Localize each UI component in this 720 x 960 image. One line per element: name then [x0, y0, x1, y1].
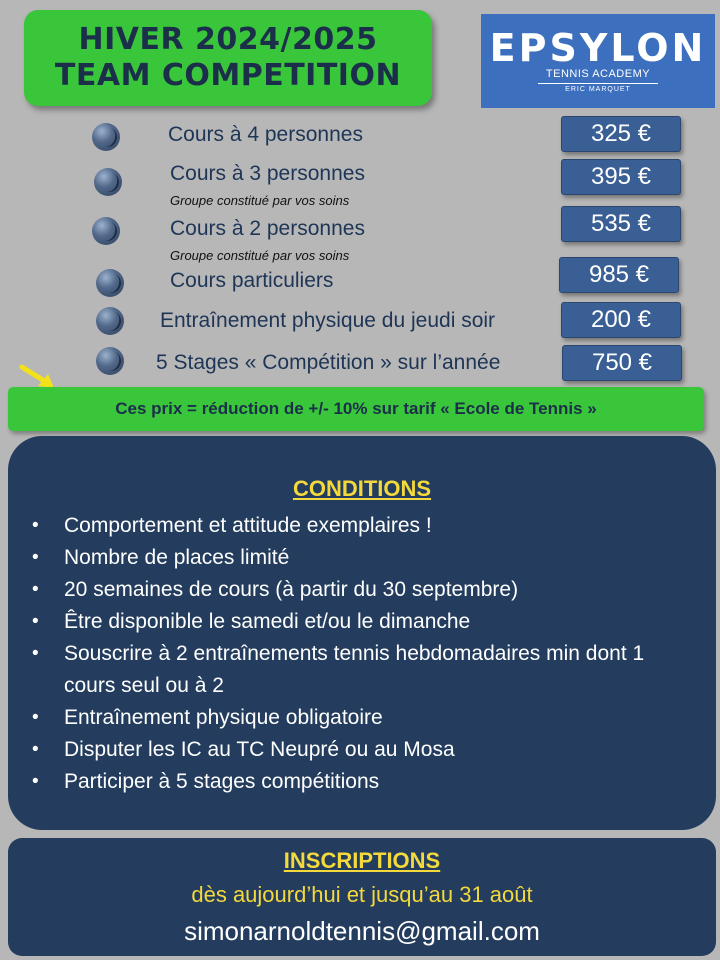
price-badge: 535 €: [561, 206, 681, 242]
price-badge: 985 €: [559, 257, 679, 293]
bullet-icon: •: [32, 547, 39, 568]
condition-text: Disputer les IC au TC Neupré ou au Mosa: [64, 738, 455, 761]
pricing-label: 5 Stages « Compétition » sur l’année: [156, 351, 501, 374]
condition-text: Nombre de places limité: [64, 546, 290, 569]
discount-banner: Ces prix = réduction de +/- 10% sur tarif « Ecole de Tennis »: [8, 387, 704, 431]
title-banner: [24, 10, 432, 106]
tennis-ball-icon: [92, 217, 120, 245]
tennis-ball-icon: [96, 269, 124, 297]
conditions-panel: [8, 436, 716, 830]
pricing-label: Cours à 3 personnes: [170, 162, 365, 185]
logo-owner: ERIC MARQUET: [565, 86, 631, 93]
condition-text: Être disponible le samedi et/ou le dimanche: [64, 610, 471, 633]
logo-subtitle: TENNIS ACADEMY: [545, 68, 651, 80]
price-badge: 200 €: [561, 302, 681, 338]
bullet-icon: •: [32, 579, 39, 600]
bullet-icon: •: [32, 707, 39, 728]
condition-text: Participer à 5 stages compétitions: [64, 770, 380, 793]
list-item: [32, 638, 684, 702]
list-item: [32, 766, 684, 798]
list-item: [32, 702, 684, 734]
inscriptions-title: INSCRIPTIONS: [283, 848, 441, 873]
pricing-label: Cours à 2 personnes: [170, 217, 365, 240]
epsylon-logo: [481, 14, 715, 108]
list-item: [32, 606, 684, 638]
bullet-icon: •: [32, 643, 39, 664]
price-badge: 395 €: [561, 159, 681, 195]
logo-rule: [538, 83, 658, 84]
pricing-label: Cours particuliers: [170, 269, 334, 292]
bullet-icon: •: [32, 611, 39, 632]
tennis-ball-icon: [96, 347, 124, 375]
bullet-icon: •: [32, 515, 39, 536]
pricing-note: Groupe constitué par vos soins: [170, 193, 350, 208]
tennis-ball-icon: [92, 123, 120, 151]
tennis-ball-icon: [94, 168, 122, 196]
price-badge: 750 €: [562, 345, 682, 381]
title-line-1: HIVER 2024/2025: [78, 22, 378, 57]
bullet-icon: •: [32, 771, 39, 792]
condition-text: Comportement et attitude exemplaires !: [64, 514, 432, 537]
list-item: [32, 734, 684, 766]
inscriptions-dates: dès aujourd’hui et jusqu’au 31 août: [191, 882, 533, 907]
conditions-list: [32, 510, 684, 798]
logo-name: EPSYLON: [489, 26, 707, 70]
condition-text: 20 semaines de cours (à partir du 30 septembre): [64, 578, 519, 601]
condition-text: Entraînement physique obligatoire: [64, 706, 383, 729]
contact-email[interactable]: simonarnoldtennis@gmail.com: [184, 916, 540, 946]
pricing-label: Entraînement physique du jeudi soir: [160, 309, 496, 332]
conditions-title: CONDITIONS: [292, 476, 432, 501]
bullet-icon: •: [32, 739, 39, 760]
list-item: [32, 574, 684, 606]
pricing-note: Groupe constitué par vos soins: [170, 248, 350, 263]
price-badge: 325 €: [561, 116, 681, 152]
inscriptions-panel: [8, 838, 716, 956]
title-line-2: TEAM COMPETITION: [54, 58, 402, 93]
tennis-ball-icon: [96, 307, 124, 335]
list-item: [32, 510, 684, 542]
pricing-label: Cours à 4 personnes: [168, 123, 363, 146]
condition-text: Souscrire à 2 entraînements tennis hebdomadaires min dont 1 cours seul ou à 2: [64, 642, 645, 697]
list-item: [32, 542, 684, 574]
